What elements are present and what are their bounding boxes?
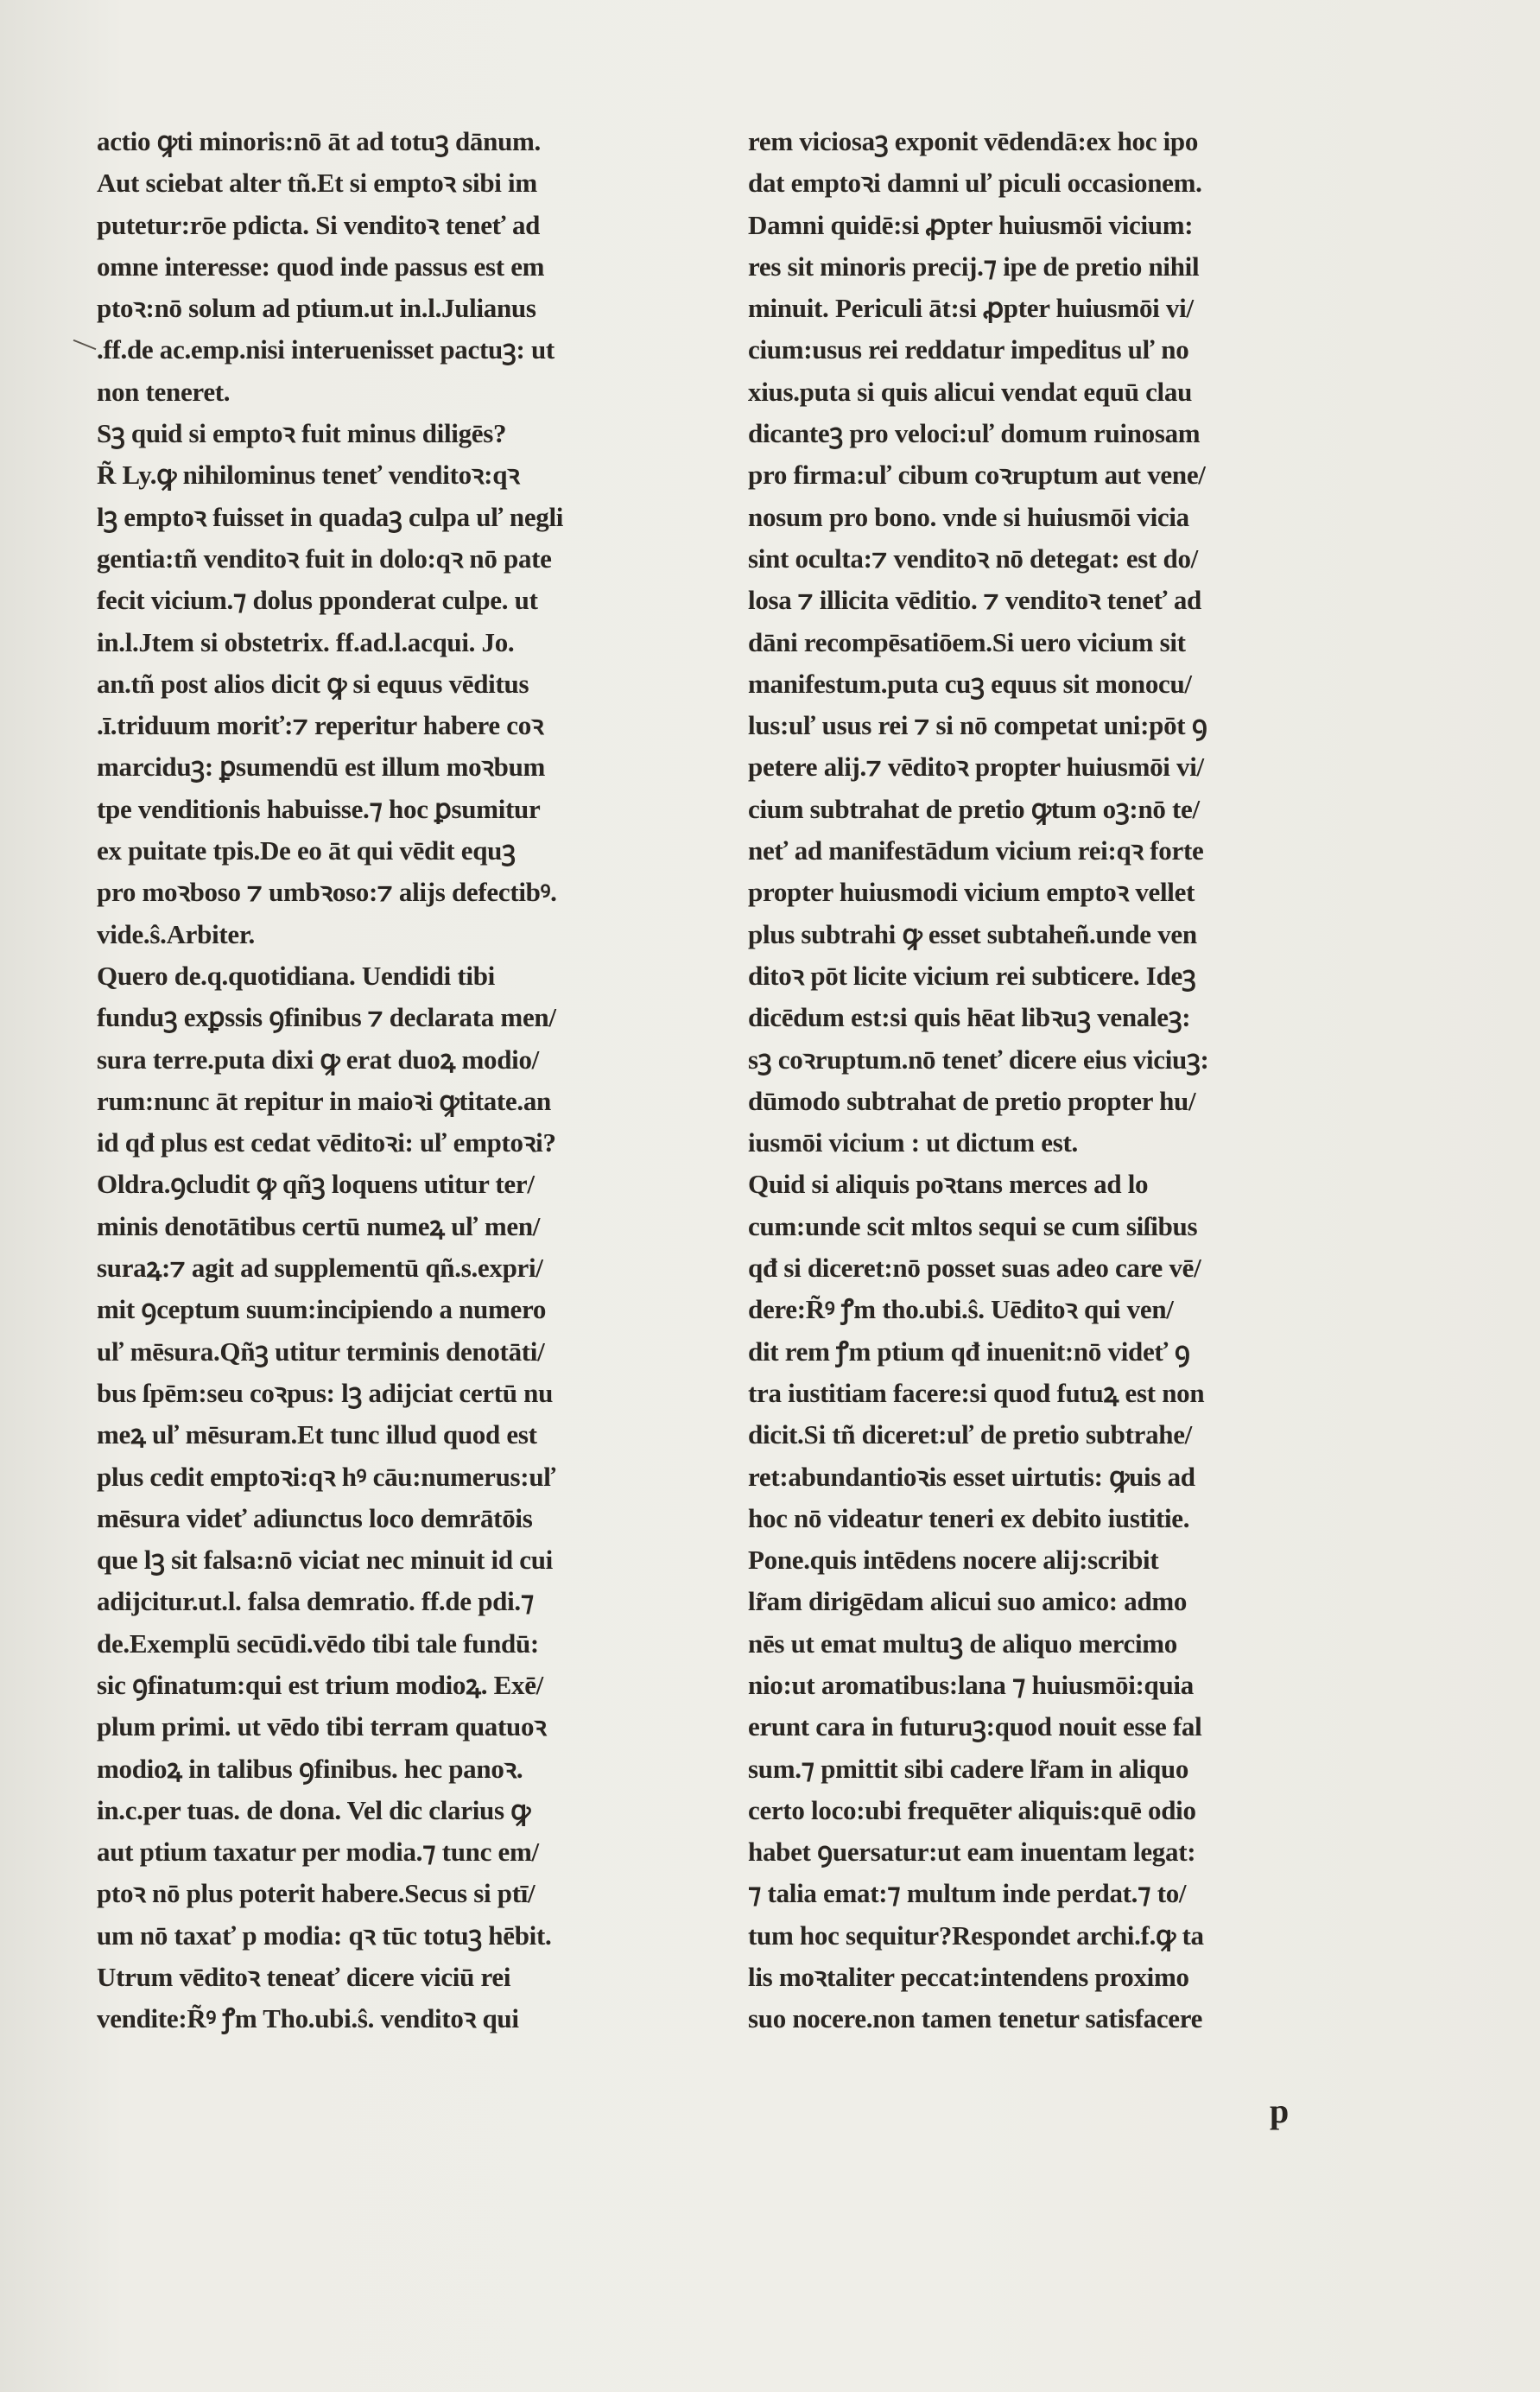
right-column-line: lus:uľ usus rei ⁊ si nō competat uni:pōt ꝯ: [748, 710, 1207, 741]
left-column-line: actio ꝙti minoris:nō āt ad totuꝫ dānum.: [97, 126, 541, 156]
left-column-line: sic ꝯfinatum:qui est trium modioꝝ. Exē/: [97, 1669, 543, 1700]
left-column-line: sura terre.puta dixi ꝙ erat duoꝝ modio/: [97, 1044, 539, 1075]
right-column-line: qđ si diceret:nō posset suas adeo care vē/: [748, 1253, 1201, 1284]
right-column-line: plus subtrahi ꝙ esset subtaheñ.unde ven: [748, 918, 1197, 949]
right-column-line: lr̃am dirigēdam alicui suo amico: admo: [748, 1586, 1188, 1617]
left-column-line: gentia:tñ venditoꝛ fuit in dolo:qꝛ nō pate: [97, 542, 552, 574]
right-column-line: lis moꝛtaliter peccat:intendens proximo: [748, 1962, 1189, 1993]
right-column-line: ⁊ talia emat:⁊ multum inde perdat.⁊ to/: [748, 1878, 1187, 1909]
right-column-line: Damni quidē:si ꝓpter huiusmōi vicium:: [748, 209, 1194, 240]
left-column-line: meꝝ uľ mēsuram.Et tunc illud quod est: [97, 1419, 537, 1450]
right-column-line: Quid si aliquis poꝛtans merces ad lo: [748, 1169, 1149, 1200]
right-column-line: iusmōi vicium : ut dictum est.: [748, 1127, 1078, 1158]
right-column-line: ret:abundantioꝛis esset uirtutis: ꝙuis ad: [748, 1461, 1195, 1492]
right-column-line: dere:R̃ꝰ ꝭm tho.ubi.ŝ. Uēditoꝛ qui ven/: [748, 1294, 1174, 1325]
left-column-line: omne interesse: quod inde passus est em: [97, 251, 545, 282]
left-column-line: rum:nunc āt repitur in maioꝛi ꝙtitate.an: [97, 1085, 551, 1116]
right-column-line: neť ad manifestādum vicium rei:qꝛ forte: [748, 835, 1204, 866]
right-column-line: rem viciosaꝫ exponit vēdendā:ex hoc ipo: [748, 126, 1199, 156]
right-column-line: hoc nō videatur teneri ex debito iustitie.: [748, 1502, 1190, 1533]
left-column-line: modioꝝ in talibus ꝯfinibus. hec panoꝛ.: [97, 1753, 523, 1784]
left-column-line: de.Exemplū secūdi.vēdo tibi tale fundū:: [97, 1627, 539, 1659]
left-column-line: que lꝫ sit falsa:nō viciat nec minuit id cui: [97, 1545, 553, 1576]
left-column-line: Utrum vēditoꝛ teneať dicere viciū rei: [97, 1962, 511, 1993]
right-column-line: dit rem ꝭm ptium qđ inuenit:nō videť ꝯ: [748, 1336, 1190, 1367]
margin-mark: [73, 339, 97, 350]
right-column-line: xius.puta si quis alicui vendat equū clau: [748, 376, 1193, 407]
left-column-line: minis denotātibus certū numeꝝ uľ men/: [97, 1210, 541, 1241]
right-column-line: losa ⁊ illicita vēditio. ⁊ venditoꝛ teneť ad: [748, 585, 1201, 616]
left-column-line: Sꝫ quid si emptoꝛ fuit minus diligēs?: [97, 418, 507, 449]
right-column-line: manifestum.puta cuꝫ equus sit monocu/: [748, 668, 1192, 699]
left-column-line: R̃ Ly.ꝙ nihilominus teneť venditoꝛ:qꝛ: [97, 460, 520, 491]
right-column-line: cium subtrahat de pretio ꝙtum oꝫ:nō te/: [748, 793, 1200, 824]
signature-mark: p: [1270, 2091, 1290, 2130]
right-column-line: certo loco:ubi frequēter aliquis:quē odio: [748, 1794, 1196, 1825]
left-column-line: plus cedit emptoꝛi:qꝛ hꝰ cāu:numerus:uľ: [97, 1461, 556, 1492]
left-column-line: ex puitate tpis.De eo āt qui vēdit equꝫ: [97, 835, 516, 866]
right-column-line: nosum pro bono. vnde si huiusmōi vicia: [748, 501, 1189, 532]
right-column-line: suo nocere.non tamen tenetur satisfacere: [748, 2003, 1203, 2034]
right-column-line: dat emptoꝛi damni uľ piculi occasionem.: [748, 168, 1202, 199]
left-column-line: aut ptium taxatur per modia.⁊ tunc em/: [97, 1837, 539, 1868]
left-column-line: non teneret.: [97, 376, 231, 407]
right-column-line: nio:ut aromatibus:lana ⁊ huiusmōi:quia: [748, 1669, 1194, 1700]
left-column-line: in.c.per tuas. de dona. Vel dic clarius ꝙ: [97, 1794, 531, 1825]
left-column-line: .ff.de ac.emp.nisi interuenisset pactuꝫ: ut: [97, 334, 555, 365]
right-column-line: cum:unde scit mltos sequi se cum siſibus: [748, 1210, 1198, 1241]
left-column-line: pro moꝛboso ⁊ umbꝛoso:⁊ alijs defectibꝰ.: [97, 877, 557, 908]
right-text-column: [748, 121, 1387, 2040]
left-column-line: fecit vicium.⁊ dolus pponderat culpe. ut: [97, 585, 538, 616]
right-column-line: minuit. Periculi āt:si ꝓpter huiusmōi vi/: [748, 293, 1194, 324]
right-column-line: dūmodo subtrahat de pretio propter hu/: [748, 1085, 1196, 1116]
right-column-line: dicanteꝫ pro veloci:uľ domum ruinosam: [748, 418, 1201, 449]
left-column-line: ptoꝛ nō plus poterit habere.Secus si ptī/: [97, 1878, 536, 1909]
right-column-line: tum hoc sequitur?Respondet archi.f.ꝙ ta: [748, 1919, 1204, 1951]
right-column-line: sꝫ coꝛruptum.nō teneť dicere eius viciuꝫ:: [748, 1044, 1209, 1075]
right-column-line: tra iustitiam facere:si quod futuꝝ est non: [748, 1377, 1205, 1408]
left-column-line: Quero de.q.quotidiana. Uendidi tibi: [97, 960, 495, 991]
left-column-line: um nō taxať p modia: qꝛ tūc totuꝫ hēbit.: [97, 1919, 552, 1951]
right-column-line: petere alij.⁊ vēditoꝛ propter huiusmōi vi/: [748, 752, 1204, 783]
right-column-line: sum.⁊ pmittit sibi cadere lr̃am in aliquo: [748, 1753, 1189, 1784]
left-column-line: mēsura videť adiunctus loco demrātōis: [97, 1502, 533, 1533]
right-column-line: Pone.quis intēdens nocere alij:scribit: [748, 1545, 1159, 1576]
right-column-line: cium:usus rei reddatur impeditus uľ no: [748, 334, 1189, 365]
left-column-line: mit ꝯceptum suum:incipiendo a numero: [97, 1294, 547, 1325]
left-column-line: id qđ plus est cedat vēditoꝛi: uľ emptoꝛi?: [97, 1127, 556, 1158]
right-column-line: habet ꝯuersatur:ut eam inuentam legat:: [748, 1837, 1196, 1868]
right-column-line: res sit minoris precij.⁊ ipe de pretio nihil: [748, 251, 1200, 282]
left-column-line: uľ mēsura.Qñꝫ utitur terminis denotāti/: [97, 1336, 545, 1367]
left-column-line: ptoꝛ:nō solum ad ptium.ut in.l.Julianus: [97, 293, 536, 324]
left-column-line: putetur:rōe pdicta. Si venditoꝛ teneť ad: [97, 209, 541, 240]
left-column-line: lꝫ emptoꝛ fuisset in quadaꝫ culpa uľ negli: [97, 501, 564, 532]
right-column-line: propter huiusmodi vicium emptoꝛ vellet: [748, 877, 1195, 908]
right-column-line: pro firma:uľ cibum coꝛruptum aut vene/: [748, 460, 1206, 491]
left-column-line: Oldra.ꝯcludit ꝙ qñꝫ loquens utitur ter/: [97, 1169, 535, 1200]
right-column-line: dicēdum est:si quis hēat libꝛuꝫ venaleꝫ:: [748, 1002, 1191, 1033]
left-column-line: marciduꝫ: ꝑsumendū est illum moꝛbum: [97, 752, 546, 783]
left-column-line: in.l.Jtem si obstetrix. ff.ad.l.acqui. Jo.: [97, 626, 515, 657]
right-column-line: erunt cara in futuruꝫ:quod nouit esse fal: [748, 1711, 1202, 1742]
left-column-line: bus ſpēm:seu coꝛpus: lꝫ adijciat certū nu: [97, 1377, 554, 1408]
left-column-line: Aut sciebat alter tñ.Et si emptoꝛ sibi im: [97, 168, 537, 199]
left-column-line: vendite:R̃ꝰ ꝭm Tho.ubi.ŝ. venditoꝛ qui: [97, 2003, 519, 2034]
right-column-line: nēs ut emat multuꝫ de aliquo mercimo: [748, 1627, 1177, 1659]
left-column-line: plum primi. ut vēdo tibi terram quatuoꝛ: [97, 1711, 547, 1742]
left-column-line: funduꝫ exꝑssis ꝯfinibus ⁊ declarata men/: [97, 1002, 556, 1033]
left-column-line: suraꝝ:⁊ agit ad supplementū qñ.s.expri/: [97, 1253, 543, 1284]
left-column-line: tpe venditionis habuisse.⁊ hoc ꝑsumitur: [97, 793, 541, 824]
right-column-line: ditoꝛ pōt licite vicium rei subticere. Ideꝫ: [748, 960, 1196, 991]
left-text-column: [97, 121, 701, 2040]
left-column-line: vide.ŝ.Arbiter.: [97, 918, 255, 949]
left-column-line: .ī.triduum moriť:⁊ reperitur habere coꝛ: [97, 710, 544, 741]
left-column-line: adijcitur.ut.l. falsa demratio. ff.de pdi.⁊: [97, 1586, 534, 1617]
left-column-line: an.tñ post alios dicit ꝙ si equus vēditus: [97, 668, 529, 699]
right-column-line: dāni recompēsatiōem.Si uero vicium sit: [748, 626, 1186, 657]
right-column-line: sint oculta:⁊ venditoꝛ nō detegat: est do/: [748, 542, 1198, 574]
right-column-line: dicit.Si tñ diceret:uľ de pretio subtrahe/: [748, 1419, 1192, 1450]
